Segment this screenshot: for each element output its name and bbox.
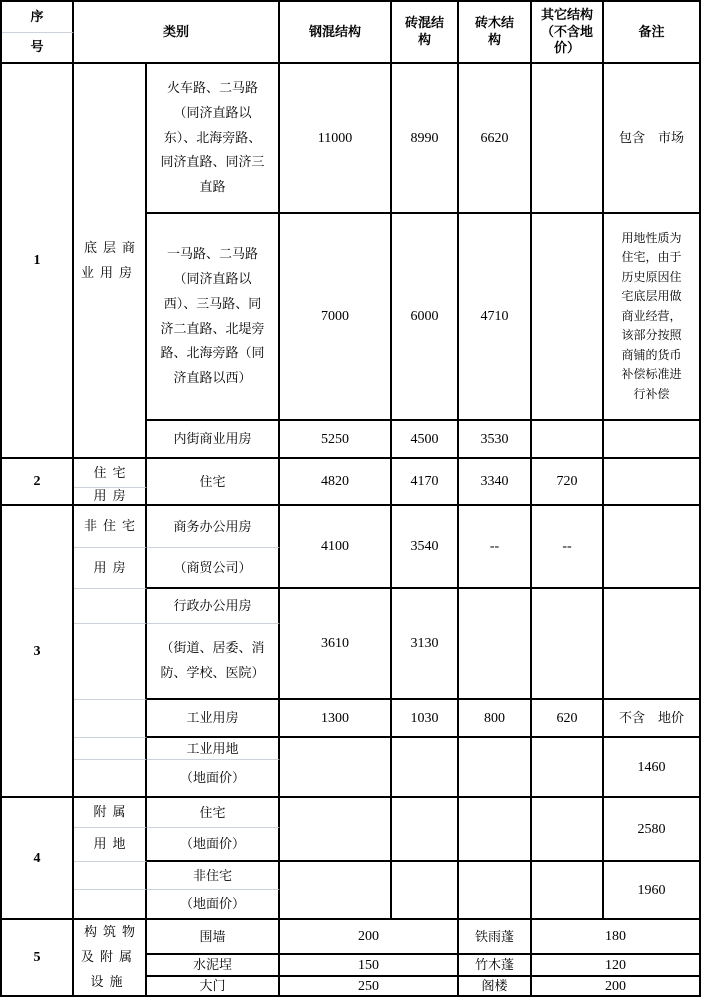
row3-sub4-other-empty [532, 738, 604, 798]
row2-category-line2: 用房 [74, 488, 147, 506]
row3-sub1-brick-wood-dash: -- [459, 506, 532, 589]
row3-sub4-steel-empty [280, 738, 392, 798]
row1-sub1-brick-wood-value: 6620 [459, 64, 532, 214]
row2-other-value: 720 [532, 459, 604, 506]
row4-sub2-name-line2: （地面价） [147, 890, 280, 920]
row1-sub3-other-empty [532, 421, 604, 459]
row2-name: 住宅 [147, 459, 280, 506]
row1-sub2-other-empty [532, 214, 604, 421]
row3-sub2-brick-concrete-value: 3130 [392, 589, 459, 700]
row3-sub4-remark-value: 1460 [604, 738, 699, 798]
row4-serial: 4 [2, 798, 74, 920]
row1-sub2-steel-value: 7000 [280, 214, 392, 421]
row4-sub1-other-empty [532, 798, 604, 862]
row2-remark-empty [604, 459, 699, 506]
row1-sub3-name: 内街商业用房 [147, 421, 280, 459]
row5-item2-value2: 120 [532, 955, 699, 977]
row1-sub2-remark: 用地性质为住宅，由于历史原因住宅底层用做商业经营，该部分按照商铺的货币补偿标准进行补偿 [604, 214, 699, 421]
row2-brick-concrete-value: 4170 [392, 459, 459, 506]
row3-sub4-brick-wood-empty [459, 738, 532, 798]
row1-sub3-brick-wood-value: 3530 [459, 421, 532, 459]
row4-category-line1: 附属 [74, 798, 147, 828]
header-serial-top: 序 [2, 2, 74, 33]
row1-sub1-other-empty [532, 64, 604, 214]
row3-sub2-other-empty [532, 589, 604, 700]
row3-category-filler [74, 700, 147, 738]
header-steel-concrete: 钢混结构 [280, 2, 392, 64]
row5-item3-value1: 250 [280, 977, 459, 995]
row4-sub1-remark-value: 2580 [604, 798, 699, 862]
row2-serial: 2 [2, 459, 74, 506]
row3-category-filler [74, 760, 147, 798]
row1-sub2-brick-wood-value: 4710 [459, 214, 532, 421]
row4-sub2-brick-wood-empty [459, 862, 532, 920]
row1-sub1-brick-concrete-value: 8990 [392, 64, 459, 214]
row3-sub3-remark: 不含 地价 [604, 700, 699, 738]
row4-sub1-brick-wood-empty [459, 798, 532, 862]
row4-category-filler [74, 862, 147, 890]
row3-sub2-name-line1: 行政办公用房 [147, 589, 280, 624]
row3-sub1-name-line2: （商贸公司） [147, 548, 280, 589]
row3-sub1-name-line1: 商务办公用房 [147, 506, 280, 548]
row1-sub2-brick-concrete-value: 6000 [392, 214, 459, 421]
row3-sub3-steel-value: 1300 [280, 700, 392, 738]
row4-category-line2: 用地 [74, 828, 147, 862]
row5-category: 构筑物及附属设施 [74, 920, 147, 995]
row5-item1-value1: 200 [280, 920, 459, 955]
row1-sub3-remark-empty [604, 421, 699, 459]
row3-sub3-brick-concrete-value: 1030 [392, 700, 459, 738]
row3-sub1-steel-value: 4100 [280, 506, 392, 589]
row5-item1-value2: 180 [532, 920, 699, 955]
row3-sub1-brick-concrete-value: 3540 [392, 506, 459, 589]
header-brick-concrete: 砖混结构 [392, 2, 459, 64]
row3-sub2-steel-value: 3610 [280, 589, 392, 700]
row3-sub4-name-line2: （地面价） [147, 760, 280, 798]
row1-sub3-steel-value: 5250 [280, 421, 392, 459]
row3-category-line2: 用房 [74, 548, 147, 589]
row3-sub3-other-value: 620 [532, 700, 604, 738]
row4-sub2-remark-value: 1960 [604, 862, 699, 920]
row3-serial: 3 [2, 506, 74, 798]
row4-sub2-steel-empty [280, 862, 392, 920]
row4-sub1-brick-concrete-empty [392, 798, 459, 862]
row2-category-line1: 住宅 [74, 459, 147, 488]
row1-serial: 1 [2, 64, 74, 459]
row3-sub4-brick-concrete-empty [392, 738, 459, 798]
row5-item2-name: 水泥埕 [147, 955, 280, 977]
row1-sub1-remark: 包含 市场 [604, 64, 699, 214]
header-category: 类别 [74, 2, 280, 64]
row5-item3-name: 大门 [147, 977, 280, 995]
row1-sub1-roads: 火车路、二马路（同济直路以东）、北海旁路、同济直路、同济三直路 [147, 64, 280, 214]
row5-item2-name2: 竹木蓬 [459, 955, 532, 977]
header-remark: 备注 [604, 2, 699, 64]
row3-sub3-brick-wood-value: 800 [459, 700, 532, 738]
row5-item1-name2: 铁雨蓬 [459, 920, 532, 955]
row3-sub1-remark-empty [604, 506, 699, 589]
row4-sub2-other-empty [532, 862, 604, 920]
row5-item2-value1: 150 [280, 955, 459, 977]
row1-category: 底层商业用房 [74, 64, 147, 459]
row3-category-line1: 非住宅 [74, 506, 147, 548]
row5-item3-name2: 阁楼 [459, 977, 532, 995]
row3-category-filler [74, 624, 147, 700]
header-other-structure: 其它结构（不含地价） [532, 2, 604, 64]
row3-category-filler [74, 738, 147, 760]
row3-sub2-remark-empty [604, 589, 699, 700]
row4-category-filler [74, 890, 147, 920]
row1-sub1-steel-value: 11000 [280, 64, 392, 214]
row2-steel-value: 4820 [280, 459, 392, 506]
row1-sub2-roads: 一马路、二马路（同济直路以西）、三马路、同济二直路、北堤旁路、北海旁路（同济直路以西） [147, 214, 280, 421]
row2-brick-wood-value: 3340 [459, 459, 532, 506]
row3-sub1-other-dash: -- [532, 506, 604, 589]
row3-sub2-brick-wood-empty [459, 589, 532, 700]
row4-sub1-name-line1: 住宅 [147, 798, 280, 828]
row5-serial: 5 [2, 920, 74, 995]
row4-sub1-steel-empty [280, 798, 392, 862]
row3-sub3-name: 工业用房 [147, 700, 280, 738]
header-brick-wood: 砖木结构 [459, 2, 532, 64]
row1-sub3-brick-concrete-value: 4500 [392, 421, 459, 459]
header-serial-bottom: 号 [2, 33, 74, 64]
row3-sub2-name-line2: （街道、居委、消防、学校、医院） [147, 624, 280, 700]
row4-sub2-brick-concrete-empty [392, 862, 459, 920]
row3-category-filler [74, 589, 147, 624]
row4-sub1-name-line2: （地面价） [147, 828, 280, 862]
row4-sub2-name-line1: 非住宅 [147, 862, 280, 890]
row3-sub4-name-line1: 工业用地 [147, 738, 280, 760]
row5-item3-value2: 200 [605, 978, 626, 994]
row5-item1-name: 围墙 [147, 920, 280, 955]
